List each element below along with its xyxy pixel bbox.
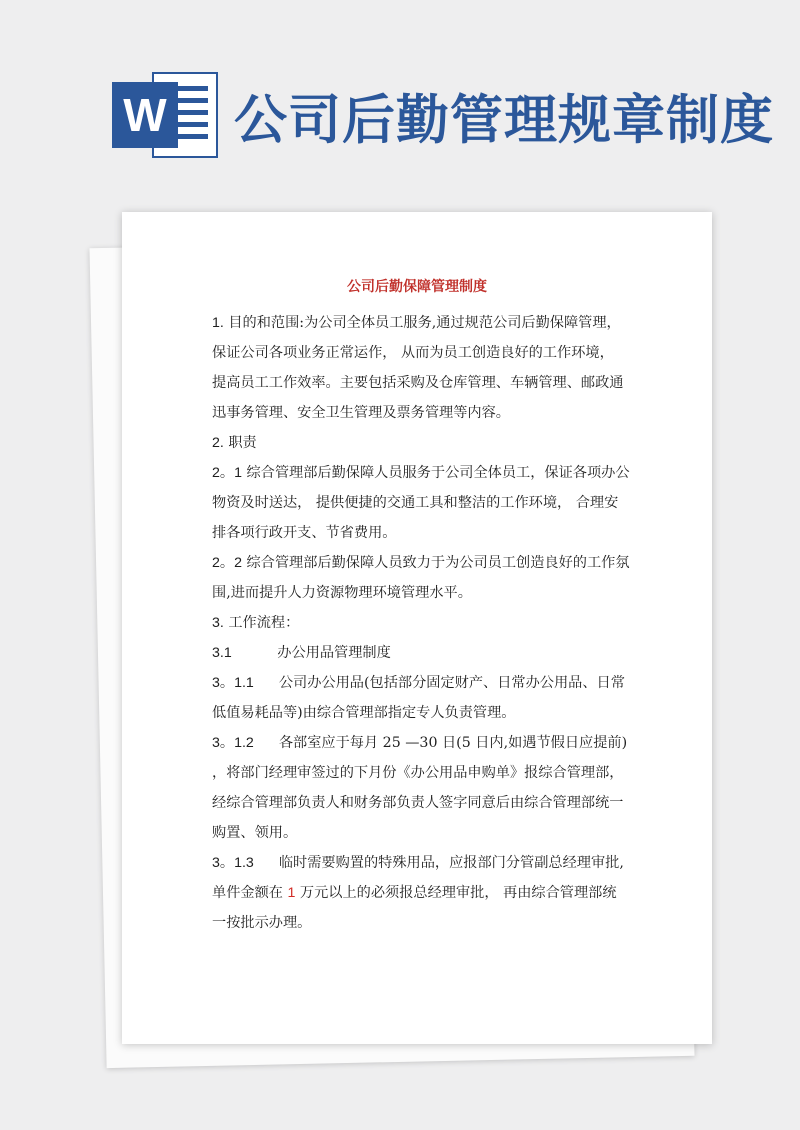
section-number: 2。1: [212, 465, 242, 481]
paragraph-workflow: [212, 608, 630, 638]
section-number: 3.: [212, 615, 224, 631]
paragraph-duty-2-2: [212, 548, 630, 608]
section-number: 3。1.2: [212, 735, 254, 751]
paragraph-purpose: [212, 308, 630, 428]
document-body: [212, 308, 630, 938]
banner-title: 公司后勤管理规章制度: [234, 90, 774, 148]
word-icon-badge: W: [112, 82, 178, 148]
paragraph-section-3-1-1: [212, 668, 630, 728]
header-banner: [0, 0, 800, 200]
paragraph-text: 职责: [228, 435, 257, 451]
paragraph-text: 公司办公用品(包括部分固定财产、日常办公用品、日常低值易耗品等)由综合管理部指定专人负责管理。: [212, 675, 625, 721]
section-number: 2。2: [212, 555, 242, 571]
section-number: 1.: [212, 315, 224, 331]
document-title: 公司后勤保障管理制度: [347, 279, 487, 295]
section-number: 3。1.1: [212, 675, 254, 691]
word-icon: [112, 72, 218, 158]
paragraph-text: 综合管理部后勤保障人员致力于为公司员工创造良好的工作氛围,进而提升人力资源物理环境管理水平。: [212, 555, 630, 601]
highlight-amount: 1: [287, 885, 296, 901]
paragraph-section-3-1: [212, 638, 630, 668]
paragraph-section-3-1-3: [212, 848, 630, 938]
paragraph-text: 办公用品管理制度: [277, 645, 391, 661]
paragraph-text: 各部室应于每月 25 —30 日(5 日内,如遇节假日应提前) ，将部门经理审签过的下月份《办公用品申购单》报综合管理部，经综合管理部负责人和财务部负责人签字同意后由综合管理部统一购置、领用。: [212, 735, 628, 841]
document-page: [122, 212, 712, 1044]
paragraph-section-3-1-2: [212, 728, 630, 848]
paragraph-text: 临时需要购置的特殊用品，应报部门分管副总经理审批,单件金额在: [212, 855, 624, 901]
paragraph-text: 万元以上的必须报总经理审批， 再由综合管理部统一按批示办理。: [212, 885, 617, 931]
paragraph-text: 目的和范围:为公司全体员工服务,通过规范公司后勤保障管理， 保证公司各项业务正常运作， 从而为员工创造良好的工作环境， 提高员工工作效率。主要包括采购及仓库管理、车辆管理、邮政通迅事务管理、安全卫生管理及票务管理等内容。: [212, 315, 624, 421]
paragraph-text: 工作流程：: [228, 615, 300, 631]
paragraph-duties: [212, 428, 630, 458]
section-number: 3。1.3: [212, 855, 254, 871]
paragraph-text: 综合管理部后勤保障人员服务于公司全体员工，保证各项办公物资及时送达， 提供便捷的交通工具和整洁的工作环境， 合理安排各项行政开支、节省费用。: [212, 465, 630, 541]
section-number: 3.1: [212, 645, 232, 661]
paragraph-duty-2-1: [212, 458, 630, 548]
section-number: 2.: [212, 435, 224, 451]
